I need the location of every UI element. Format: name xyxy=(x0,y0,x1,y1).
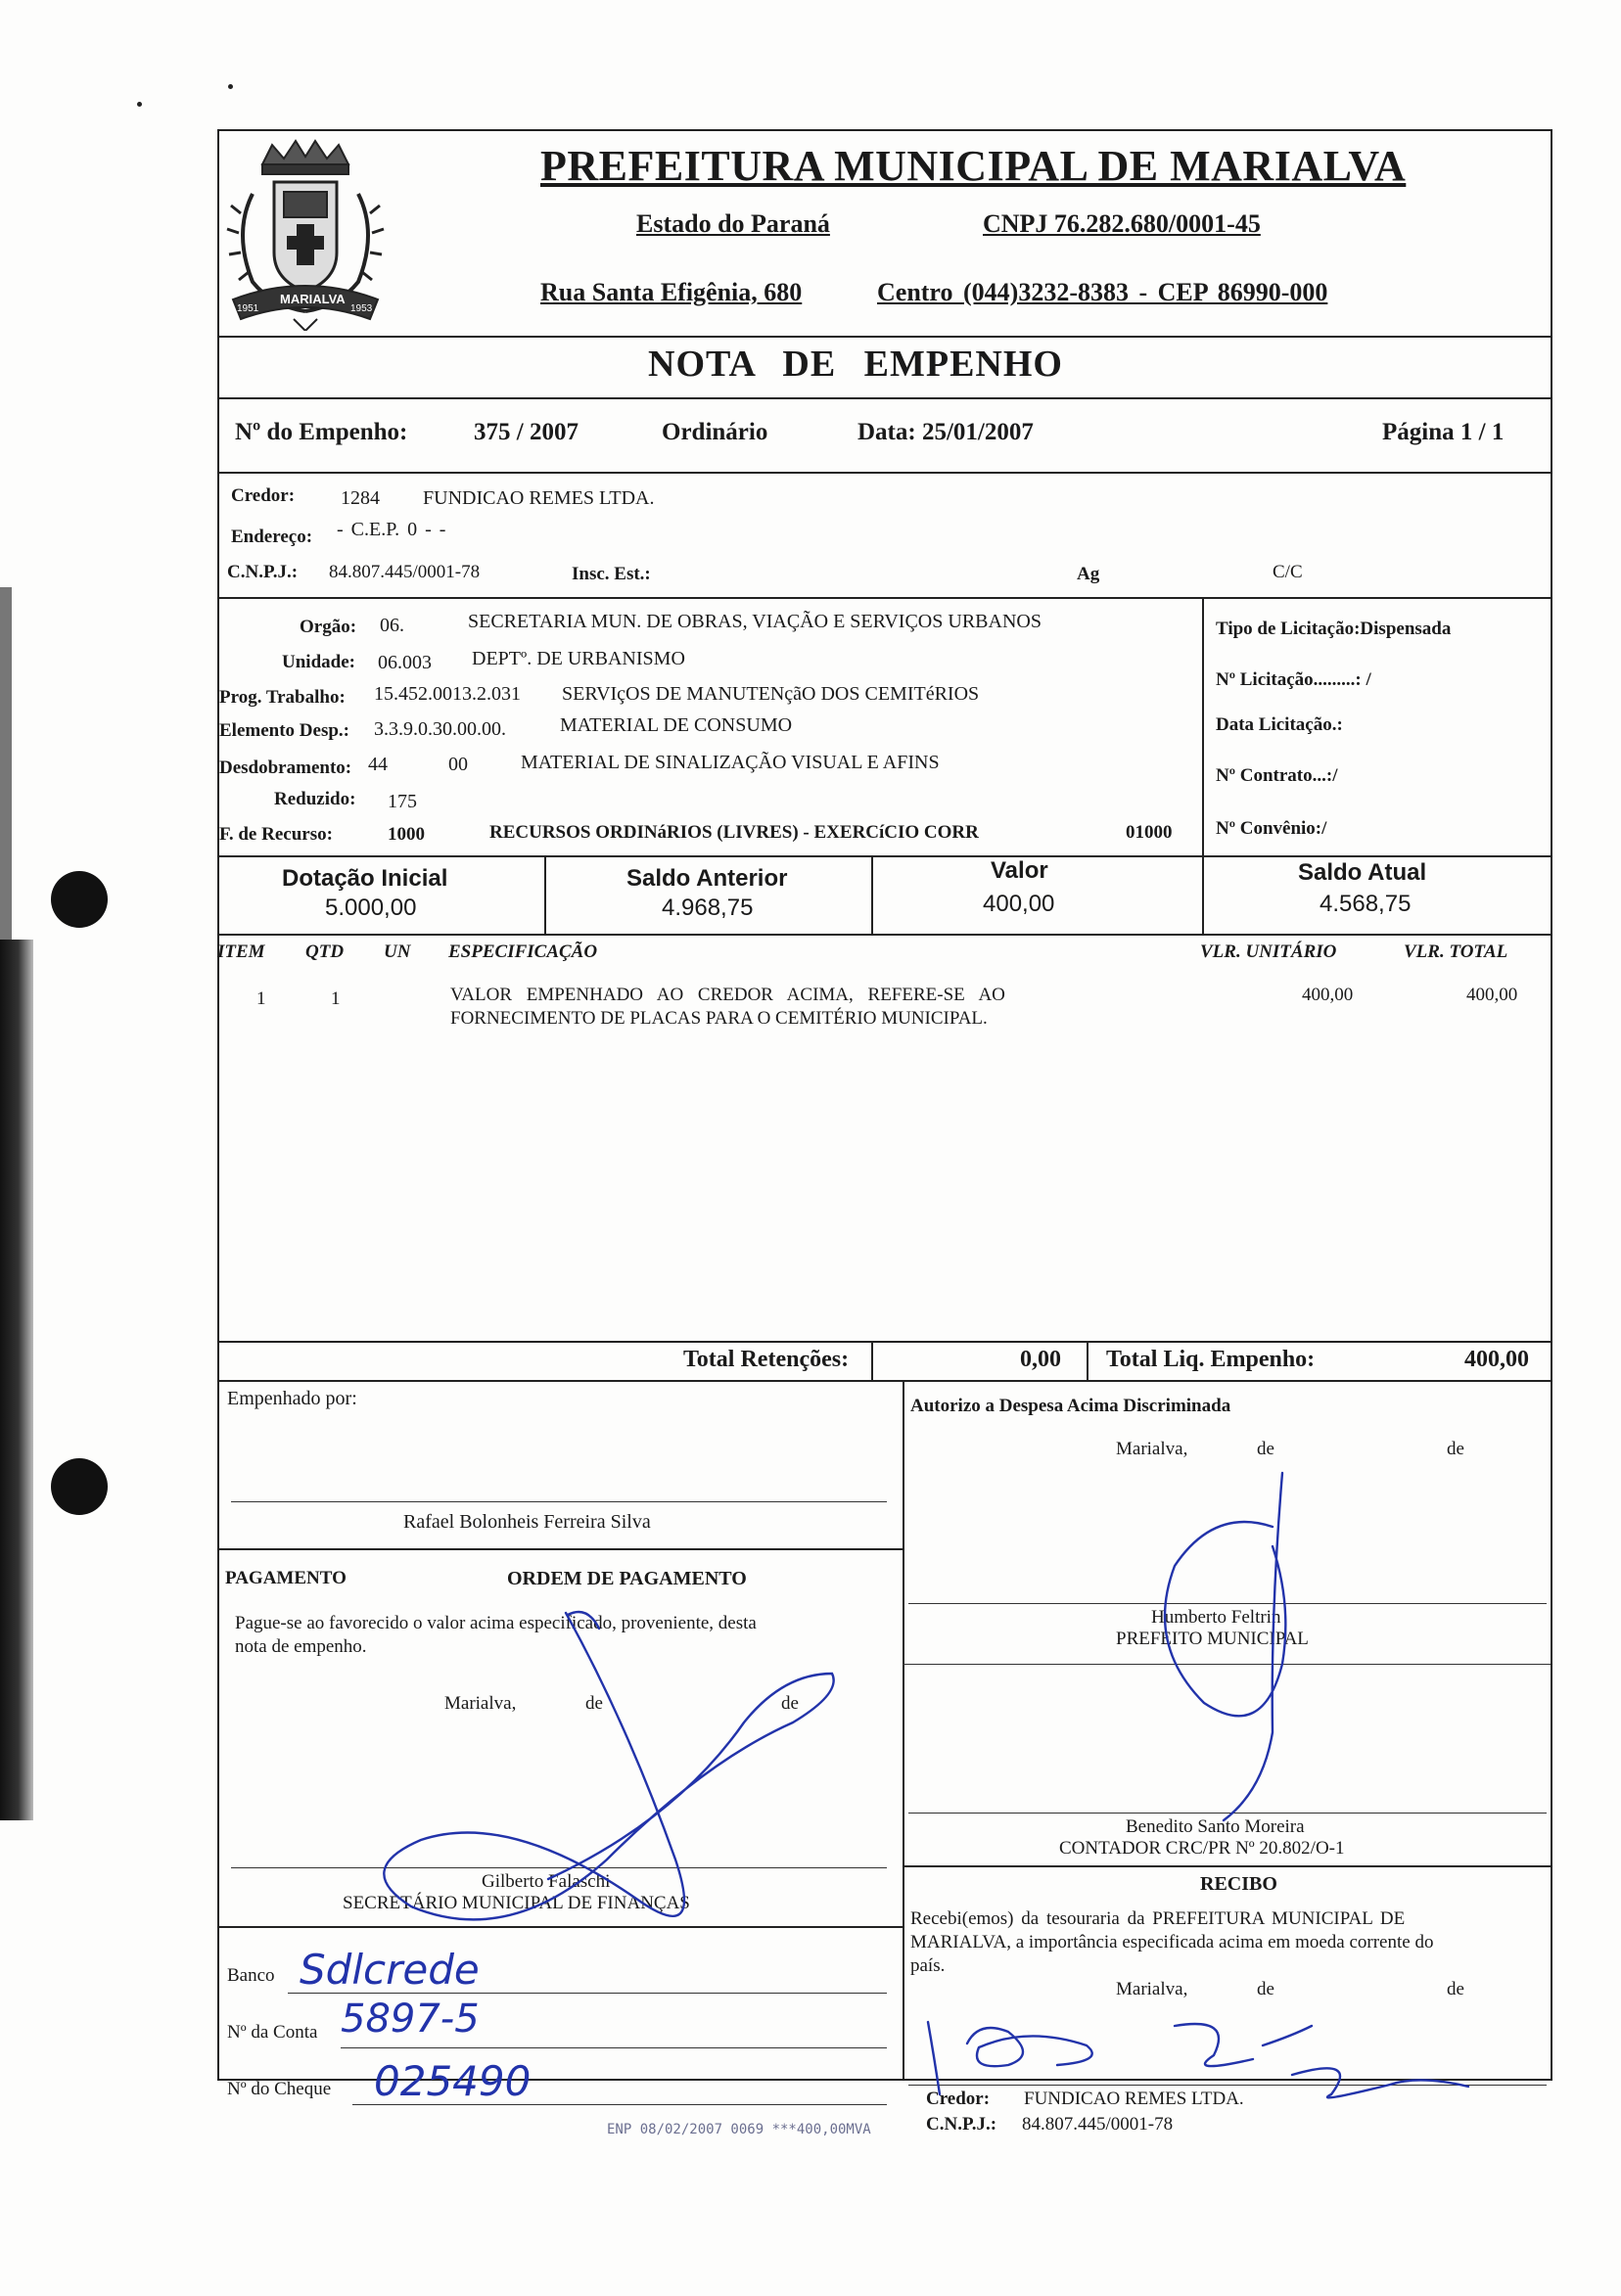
reduzido-label: Reduzido: xyxy=(274,789,356,809)
column-divider xyxy=(1202,597,1204,857)
conta-field-line xyxy=(341,2047,887,2048)
signature-line xyxy=(231,1501,887,1502)
divider xyxy=(903,1664,1551,1665)
empenhado-por-label: Empenhado por: xyxy=(227,1388,357,1409)
divider xyxy=(217,1380,1551,1382)
divider xyxy=(217,934,1551,936)
state-name: Estado do Paraná xyxy=(636,209,830,238)
address-label: Endereço: xyxy=(231,527,313,547)
recibo-cnpj-value: 84.807.445/0001-78 xyxy=(1022,2114,1174,2135)
valor-value: 400,00 xyxy=(983,891,1055,917)
municipality-title: PREFEITURA MUNICIPAL DE MARIALVA xyxy=(540,142,1407,190)
credor-name: FUNDICAO REMES LTDA. xyxy=(423,487,655,509)
banco-label: Banco xyxy=(227,1965,275,1986)
signature-line xyxy=(908,2085,1547,2086)
row-total-value: 400,00 xyxy=(1466,985,1518,1005)
net-total-value: 400,00 xyxy=(1464,1347,1529,1372)
cheque-value: 025490 xyxy=(374,2057,532,2105)
recibo-cnpj-label: C.N.P.J.: xyxy=(926,2114,997,2135)
credor-label: Credor: xyxy=(231,485,296,506)
ordem-pagamento-title: ORDEM DE PAGAMENTO xyxy=(507,1568,747,1589)
retencoes-value: 0,00 xyxy=(1020,1347,1061,1372)
recibo-title: RECIBO xyxy=(1200,1873,1277,1895)
desdobramento-code: 44 xyxy=(368,754,388,775)
scan-shadow-upper xyxy=(0,587,12,940)
conta-value: 5897-5 xyxy=(341,1997,480,2042)
valor-label: Valor xyxy=(991,857,1048,884)
recibo-line1: Recebi(emos) da tesouraria da PREFEITURA MUNICIPAL DE xyxy=(910,1908,1406,1929)
insc-est-label: Insc. Est.: xyxy=(572,564,651,584)
row-unit-value: 400,00 xyxy=(1302,985,1354,1005)
autorizo-de1: de xyxy=(1257,1439,1274,1459)
scan-speck xyxy=(228,84,233,89)
column-divider xyxy=(1202,855,1204,934)
contador-name: Benedito Santo Moreira xyxy=(1126,1816,1305,1837)
divider xyxy=(217,336,1551,338)
prog-name: SERVIçOS DE MANUTENçãO DOS CEMITéRIOS xyxy=(562,683,980,705)
recibo-de1: de xyxy=(1257,1979,1274,1999)
empenhado-signer: Rafael Bolonheis Ferreira Silva xyxy=(403,1511,651,1533)
orgao-label: Orgão: xyxy=(300,617,357,637)
divider xyxy=(217,855,1551,857)
recurso-name: RECURSOS ORDINáRIOS (LIVRES) - EXERCíCIO CORR xyxy=(489,822,979,843)
saldo-atual-label: Saldo Atual xyxy=(1298,859,1427,886)
column-divider xyxy=(871,1341,873,1380)
contract-number: Nº Contrato...:/ xyxy=(1216,765,1338,786)
credor-code: 1284 xyxy=(341,487,380,509)
account-label: C/C xyxy=(1273,562,1303,582)
divider xyxy=(903,1865,1551,1867)
credor-cnpj-label: C.N.P.J.: xyxy=(227,562,299,582)
empenho-type: Ordinário xyxy=(662,419,768,445)
secretario-role: SECRETÁRIO MUNICIPAL DE FINANÇAS xyxy=(343,1893,690,1913)
signature-line xyxy=(908,1813,1547,1814)
empenho-date: Data: 25/01/2007 xyxy=(857,419,1034,445)
scan-shadow-left xyxy=(0,940,33,1820)
crest-year-left: 1951 xyxy=(237,303,259,314)
saldo-atual-value: 4.568,75 xyxy=(1320,891,1412,917)
cheque-label: Nº do Cheque xyxy=(227,2079,332,2099)
secretario-name: Gilberto Falaschi xyxy=(482,1871,611,1892)
page-number: Página 1 / 1 xyxy=(1382,419,1505,445)
empenho-number: 375 / 2007 xyxy=(474,419,579,445)
col-header-spec: ESPECIFICAÇÃO xyxy=(448,941,598,962)
dotacao-value: 5.000,00 xyxy=(325,895,417,921)
recibo-line2: MARIALVA, a importância especificada acima em moeda corrente do xyxy=(910,1932,1434,1952)
empenho-number-label: Nº do Empenho: xyxy=(235,419,408,445)
divider xyxy=(217,397,1551,399)
crest-banner-text: MARIALVA xyxy=(280,292,346,306)
recurso-label: F. de Recurso: xyxy=(219,824,333,845)
desdobramento-sub: 00 xyxy=(448,754,468,775)
net-total-label: Total Liq. Empenho: xyxy=(1106,1347,1316,1372)
signature-line xyxy=(908,1603,1547,1604)
contador-role: CONTADOR CRC/PR Nº 20.802/O-1 xyxy=(1059,1838,1345,1859)
banco-value: Sdlcrede xyxy=(300,1946,480,1994)
column-divider xyxy=(544,855,546,934)
crest-year-right: 1953 xyxy=(350,303,373,314)
recibo-de2: de xyxy=(1447,1979,1464,1999)
col-header-un: UN xyxy=(384,941,411,962)
scan-speck xyxy=(137,102,142,107)
recibo-credor-label: Credor: xyxy=(926,2089,991,2109)
col-header-total-value: VLR. TOTAL xyxy=(1404,941,1508,962)
punch-hole-top xyxy=(51,871,108,928)
dotacao-label: Dotação Inicial xyxy=(282,865,448,892)
row-spec-line2: FORNECIMENTO DE PLACAS PARA O CEMITÉRIO MUNICIPAL. xyxy=(450,1008,988,1029)
divider xyxy=(217,472,1551,474)
pagamento-de1: de xyxy=(585,1693,603,1714)
recibo-credor-name: FUNDICAO REMES LTDA. xyxy=(1024,2089,1244,2109)
col-header-item: ITEM xyxy=(217,941,265,962)
address-value: - C.E.P. 0 - - xyxy=(337,519,446,540)
column-divider xyxy=(1087,1341,1088,1380)
recurso-number: 01000 xyxy=(1126,822,1173,843)
prog-code: 15.452.0013.2.031 xyxy=(374,683,521,705)
bank-validation-stamp: ENP 08/02/2007 0069 ***400,00MVA xyxy=(607,2122,871,2137)
unidade-name: DEPTº. DE URBANISMO xyxy=(472,648,685,669)
desdobramento-name: MATERIAL DE SINALIZAÇÃO VISUAL E AFINS xyxy=(521,752,940,773)
municipality-address: Rua Santa Efigênia, 680 xyxy=(540,278,803,306)
pagamento-label: PAGAMENTO xyxy=(225,1568,347,1588)
divider xyxy=(217,1341,1551,1343)
recurso-code: 1000 xyxy=(388,824,425,845)
orgao-name: SECRETARIA MUN. DE OBRAS, VIAÇÃO E SERVIÇOS URBANOS xyxy=(468,611,1042,632)
prefeito-name: Humberto Feltrin xyxy=(1151,1607,1281,1628)
prog-label: Prog. Trabalho: xyxy=(219,687,346,708)
recibo-place: Marialva, xyxy=(1116,1979,1188,1999)
pagamento-text-line2: nota de empenho. xyxy=(235,1636,367,1657)
autorizo-place: Marialva, xyxy=(1116,1439,1188,1459)
pagamento-place: Marialva, xyxy=(444,1693,517,1714)
autorizo-label: Autorizo a Despesa Acima Discriminada xyxy=(910,1396,1231,1416)
unidade-label: Unidade: xyxy=(282,652,355,672)
punch-hole-bottom xyxy=(51,1458,108,1515)
agency-label: Ag xyxy=(1077,564,1100,584)
divider xyxy=(217,1548,903,1550)
column-divider xyxy=(903,1380,904,2079)
elemento-name: MATERIAL DE CONSUMO xyxy=(560,714,793,736)
elemento-code: 3.3.9.0.30.00.00. xyxy=(374,718,506,740)
licitacao-number: Nº Licitação.........: / xyxy=(1216,669,1371,690)
row-item: 1 xyxy=(256,988,266,1009)
elemento-label: Elemento Desp.: xyxy=(219,720,349,741)
recibo-line3: país. xyxy=(910,1955,946,1976)
municipality-cnpj: CNPJ 76.282.680/0001-45 xyxy=(983,209,1261,238)
prefeito-role: PREFEITO MUNICIPAL xyxy=(1116,1629,1309,1649)
orgao-code: 06. xyxy=(380,615,404,636)
municipal-crest-logo xyxy=(223,135,388,331)
row-spec-line1: VALOR EMPENHADO AO CREDOR ACIMA, REFERE-SE AO xyxy=(450,985,1005,1005)
saldo-anterior-value: 4.968,75 xyxy=(662,895,754,921)
column-divider xyxy=(871,855,873,934)
municipality-contact: Centro (044)3232-8383 - CEP 86990-000 xyxy=(877,278,1328,306)
col-header-unit-value: VLR. UNITÁRIO xyxy=(1200,941,1337,962)
col-header-qtd: QTD xyxy=(305,941,345,962)
divider xyxy=(217,1926,903,1928)
conta-label: Nº da Conta xyxy=(227,2022,318,2043)
credor-cnpj: 84.807.445/0001-78 xyxy=(329,562,481,582)
unidade-code: 06.003 xyxy=(378,652,432,673)
pagamento-de2: de xyxy=(781,1693,799,1714)
divider xyxy=(217,597,1551,599)
licitacao-date: Data Licitação.: xyxy=(1216,714,1343,735)
retencoes-label: Total Retenções: xyxy=(683,1347,850,1372)
row-qtd: 1 xyxy=(331,988,341,1009)
document-title: NOTA DE EMPENHO xyxy=(648,344,1063,385)
autorizo-de2: de xyxy=(1447,1439,1464,1459)
saldo-anterior-label: Saldo Anterior xyxy=(626,865,788,892)
desdobramento-label: Desdobramento: xyxy=(219,758,352,778)
signature-line xyxy=(231,1867,887,1868)
licitacao-type: Tipo de Licitação:Dispensada xyxy=(1216,619,1452,639)
pagamento-text-line1: Pague-se ao favorecido o valor acima especificado, proveniente, desta xyxy=(235,1613,757,1633)
reduzido-value: 175 xyxy=(388,791,417,812)
convenio-number: Nº Convênio:/ xyxy=(1216,818,1327,839)
